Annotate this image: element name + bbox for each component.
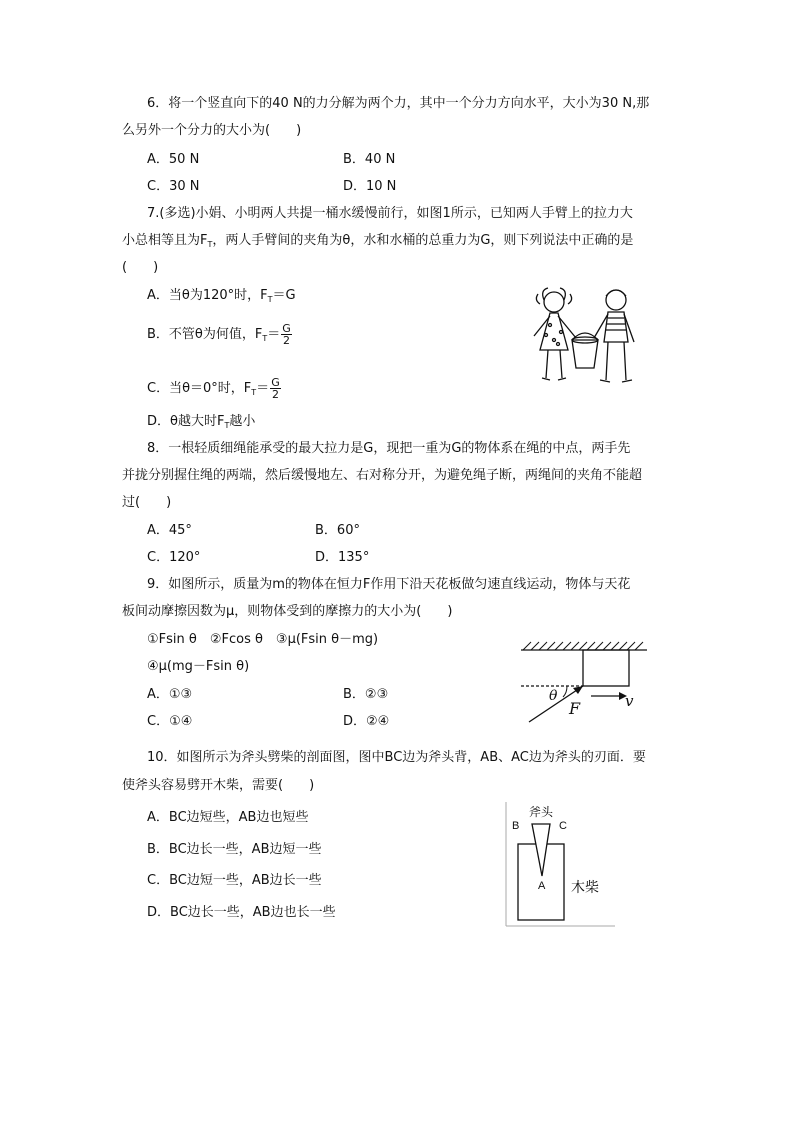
ceiling-block-figure	[515, 640, 655, 725]
q10-option-b: B．BC边长一些，AB边短一些	[147, 842, 322, 857]
q6-stem-line2: 么另外一个分力的大小为( )	[122, 123, 302, 138]
wood-label: 木柴	[571, 879, 599, 895]
q6-option-d: D．10 N	[343, 179, 397, 194]
axe-label: 斧头	[529, 805, 554, 819]
point-b-label: B	[512, 820, 520, 832]
q10-option-a: A．BC边短些，AB边也短些	[147, 810, 309, 825]
block	[583, 650, 629, 686]
q7-option-c: C．当θ＝0°时，$F_T=$ $\frac{G}{2}$	[147, 376, 280, 401]
q8-option-d: D．135°	[315, 550, 370, 565]
axe-head	[532, 824, 550, 876]
q8-stem-line3: 过( )	[122, 495, 172, 510]
q9-stem-line2: 板间动摩擦因数为μ，则物体受到的摩擦力的大小为( )	[122, 604, 453, 619]
q10-stem-line2: 使斧头容易劈开木柴，需要( )	[122, 778, 315, 793]
q9-option-c: C．①④	[147, 714, 193, 729]
q6-option-b: B．40 N	[343, 152, 396, 167]
q6-stem-line1: 6．将一个竖直向下的40 N的力分解为两个力，其中一个分力方向水平，大小为30 N,那	[147, 96, 650, 111]
theta-label: θ	[549, 688, 558, 704]
axe-splitting-wood-figure	[505, 800, 617, 928]
q9-stem-line1: 9．如图所示，质量为m的物体在恒力F作用下沿天花板做匀速直线运动，物体与天花	[147, 577, 631, 592]
q8-option-c: C．120°	[147, 550, 201, 565]
q6-option-a: A．50 N	[147, 152, 200, 167]
q7-option-d: D．θ越大时$F_T$越小	[147, 414, 256, 430]
q9-choices-line1: ①Fsin θ ②Fcos θ ③μ(Fsin θ－mg)	[147, 632, 379, 647]
point-c-label: C	[559, 820, 567, 832]
fraction-g-over-2: $\frac{G}{2}$	[282, 322, 291, 347]
q10-stem-line1: 10．如图所示为斧头劈柴的剖面图，图中BC边为斧头背，AB、AC边为斧头的刃面．要	[147, 750, 646, 765]
point-a-label: A	[538, 880, 546, 892]
q7-stem-line1: 7.(多选)小娟、小明两人共提一桶水缓慢前行，如图1所示，已知两人手臂上的拉力大	[147, 206, 633, 221]
children-carrying-bucket-figure	[524, 280, 644, 390]
q8-option-a: A．45°	[147, 523, 192, 538]
q8-stem-line2: 并拢分别握住绳的两端，然后缓慢地左、右对称分开，为避免绳子断，两绳间的夹角不能超	[122, 468, 643, 483]
q9-option-a: A．①③	[147, 687, 193, 702]
q7-stem-line3: ( )	[122, 260, 159, 275]
fraction-g-over-2: $\frac{G}{2}$	[271, 376, 280, 401]
q9-option-b: B．②③	[343, 687, 389, 702]
angle-arc	[563, 686, 567, 697]
q9-choices-line2: ④μ(mg－Fsin θ)	[147, 659, 250, 674]
force-label: F	[569, 699, 581, 718]
ceiling-hatch	[523, 642, 643, 650]
q10-option-d: D．BC边长一些，AB边也长一些	[147, 905, 336, 920]
q7-stem-line2: 小总相等且为$F_T$，两人手臂间的夹角为θ，水和水桶的总重力为G，则下列说法中正确的是	[122, 233, 634, 249]
q7-option-a: A．当θ为120°时，$F_T=G$	[147, 288, 296, 304]
q8-stem-line1: 8．一根轻质细绳能承受的最大拉力是G，现把一重为G的物体系在绳的中点，两手先	[147, 441, 631, 456]
q6-option-c: C．30 N	[147, 179, 200, 194]
velocity-label: v	[625, 692, 634, 710]
q7-option-b: B．不管θ为何值，$F_T=$ $\frac{G}{2}$	[147, 322, 291, 347]
q10-option-c: C．BC边短一些，AB边长一些	[147, 873, 322, 888]
q9-option-d: D．②④	[343, 714, 390, 729]
q8-option-b: B．60°	[315, 523, 360, 538]
